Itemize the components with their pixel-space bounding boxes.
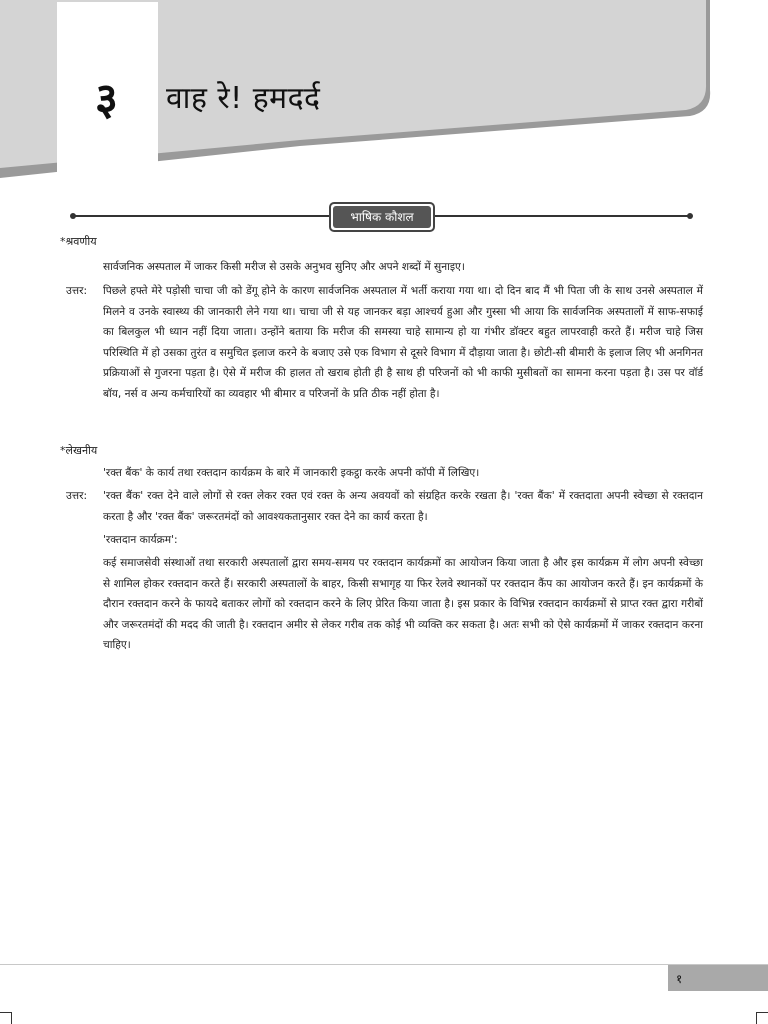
lekhaniya-sub-heading: 'रक्तदान कार्यक्रम': [103,534,178,546]
lekhaniya-prompt: 'रक्त बैंक' के कार्य तथा रक्तदान कार्यक्रम के बारे में जानकारी इकट्ठा करके अपनी कॉपी में लिखिए। [103,467,480,479]
crop-mark-bottom-left [0,1012,12,1024]
divider-dot-right [687,213,693,219]
section-label-box [329,202,435,232]
divider-dot-left [70,213,76,219]
shravaniya-answer: पिछले हफ्ते मेरे पड़ोसी चाचा जी को डेंगू होने के कारण सार्वजनिक अस्पताल में भर्ती कराया गया था। दो दिन बाद मैं भी पिता जी के साथ उनसे अस्पताल में मिलने व उनके स्वास्थ्य की जानकारी लेने गया था। चाचा जी से यह जानकर बड़ा आश्चर्य हुआ और गुस्सा भी आया कि सार्वजनिक अस्पतालों में साफ-सफाई का बिलकुल भी ध्यान नहीं दिया जाता। उन्होंने बताया कि मरीज की समस्या चाहे सामान्य हो या गंभीर डॉक्टर बहुत लापरवाही करते हैं। मरीज चाहे जिस परिस्थिति में हो उसका तुरंत व समुचित इलाज करने के बजाए उसे एक विभाग से दूसरे विभाग में दौड़ाया जाता है। छोटी-सी बीमारी के इलाज लिए भी अनगिनत प्रक्रियाओं से गुजरना पड़ता है। ऐसे में मरीज की हालत तो खराब होती ही है साथ ही परिजनों को भी काफी मुसीबतों का सामना करना पड़ता है। उस पर वॉर्ड बॉय, नर्स व अन्य कर्मचारियों का व्यवहार भी बीमार व परिजनों के प्रति ठीक नहीं होता है। [103,285,703,400]
page-number: १ [676,972,683,986]
section-label: भाषिक कौशल [333,206,431,228]
lekhaniya-heading: *लेखनीय [60,444,98,457]
shravaniya-prompt: सार्वजनिक अस्पताल में जाकर किसी मरीज से उसके अनुभव सुनिए और अपने शब्दों में सुनाइए। [103,261,465,273]
lekhaniya-answer-label: उत्तर: [66,490,88,502]
footer-divider [0,964,768,965]
page-number-tab [668,965,768,991]
shravaniya-answer-label: उत्तर: [66,285,88,297]
shravaniya-heading: *श्रवणीय [60,235,97,248]
chapter-title: वाह रे! हमदर्द [166,81,321,116]
lekhaniya-answer: 'रक्त बैंक' रक्त देने वाले लोगों से रक्त लेकर रक्त एवं रक्त के अन्य अवयवों को संग्रहित करके रखता है। 'रक्त बैंक' में रक्तदाता अपनी स्वेच्छा से रक्तदान करता है और 'रक्त बैंक' जरूरतमंदों को आवश्यकतानुसार रक्त देने का कार्य करता है। [103,490,703,523]
chapter-number: ३ [95,74,118,125]
lekhaniya-sub-answer: कई समाजसेवी संस्थाओं तथा सरकारी अस्पतालों द्वारा समय-समय पर रक्तदान कार्यक्रमों का आयोजन किया जाता है और इस कार्यक्रम में लोग अपनी स्वेच्छा से शामिल होकर रक्तदान करते हैं। सरकारी अस्पतालों के बाहर, किसी सभागृह या फिर रेलवे स्थानकों पर रक्तदान कैंप का आयोजन करते हैं। इन कार्यक्रमों के दौरान रक्तदान करने के फायदे बताकर लोगों को रक्तदान करने के लिए प्रेरित किया जाता है। इस प्रकार के विभिन्न रक्तदान कार्यक्रमों से प्राप्त रक्त द्वारा गरीबों और जरूरतमंदों की मदद की जाती है। रक्तदान अमीर से लेकर गरीब तक कोई भी व्यक्ति कर सकता है। अतः सभी को ऐसे कार्यक्रमों में जाकर रक्तदान करना चाहिए। [103,557,703,651]
crop-mark-bottom-right [756,1012,768,1024]
